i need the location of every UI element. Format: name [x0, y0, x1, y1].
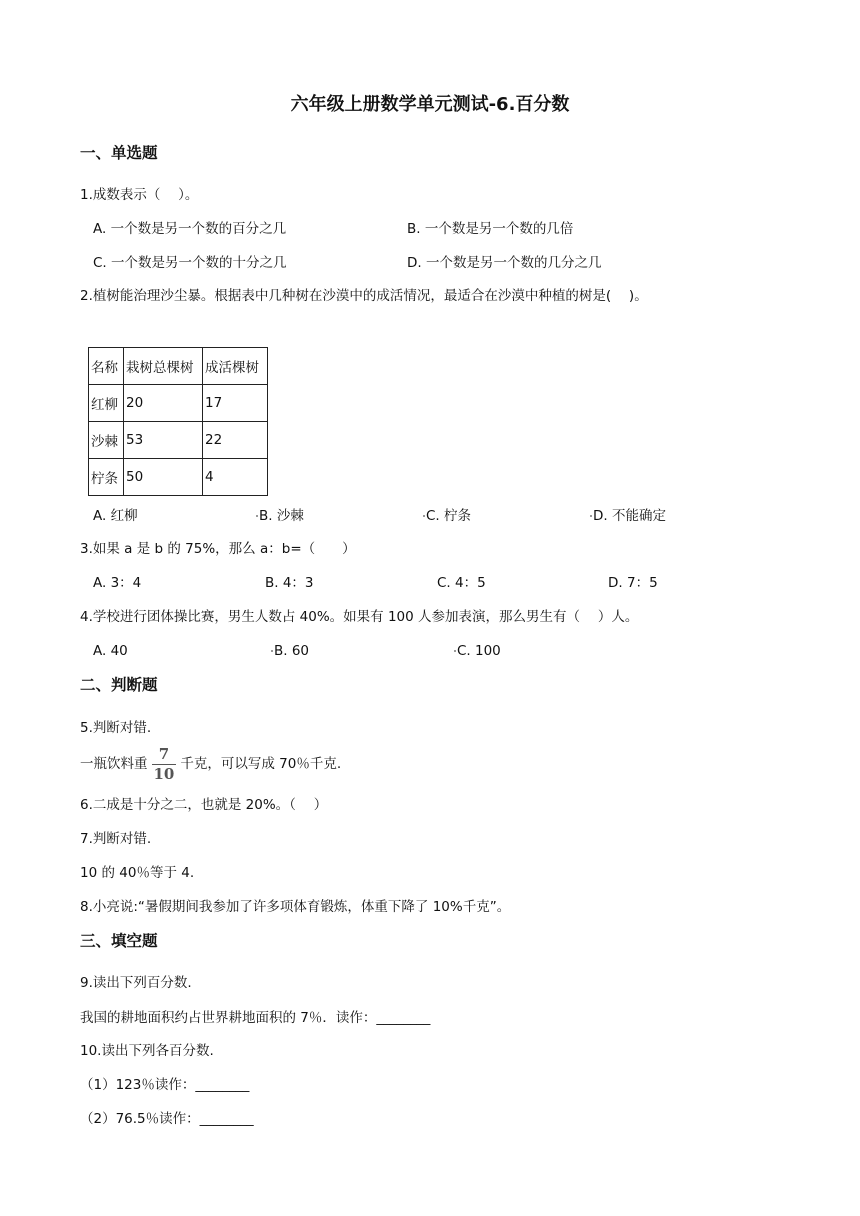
table-header-cell: 成活棵树 — [203, 348, 268, 385]
question-10-stem: 10.读出下列各百分数. — [80, 1043, 214, 1059]
question-9-stem: 9.读出下列百分数. — [80, 975, 192, 991]
question-10-item-1: （1）123％读作：________ — [80, 1077, 250, 1093]
question-9-statement: 我国的耕地面积约占世界耕地面积的 7％．读作：________ — [80, 1010, 431, 1026]
question-1-option-b[interactable]: B. 一个数是另一个数的几倍 — [407, 221, 574, 237]
option-marker-icon — [423, 515, 425, 517]
question-5-statement — [80, 747, 341, 782]
question-1-stem: 1.成数表示（ ）。 — [80, 187, 199, 203]
question-4-option-c[interactable] — [454, 643, 501, 659]
table-cell: 17 — [203, 385, 268, 422]
table-cell: 柠条 — [89, 459, 124, 496]
question-1-option-d[interactable]: D. 一个数是另一个数的几分之几 — [407, 255, 602, 271]
question-3-stem: 3.如果 a 是 b 的 75%，那么 a：b=（ ） — [80, 541, 356, 557]
table-cell: 53 — [124, 422, 203, 459]
question-5-stem: 5.判断对错. — [80, 720, 152, 736]
fraction-denominator: 10 — [153, 765, 175, 783]
question-10-item-2: （2）76.5％读作：________ — [80, 1111, 254, 1127]
section-heading-single-choice: 一、单选题 — [80, 144, 158, 162]
question-1-option-c[interactable]: C. 一个数是另一个数的十分之几 — [93, 255, 287, 271]
question-2-option-d-label: D. 不能确定 — [593, 508, 666, 524]
question-2-option-c[interactable] — [423, 508, 471, 524]
question-2-option-a[interactable]: A. 红柳 — [93, 508, 138, 524]
table-cell: 红柳 — [89, 385, 124, 422]
fraction-numerator: 7 — [158, 745, 170, 763]
table-header-cell: 名称 — [89, 348, 124, 385]
question-4-stem: 4.学校进行团体操比赛，男生人数占 40%。如果有 100 人参加表演，那么男生有（ ）人。 — [80, 609, 639, 625]
question-3-option-d[interactable]: D. 7：5 — [608, 575, 658, 591]
question-6-stem: 6.二成是十分之二，也就是 20%。（ ） — [80, 797, 328, 813]
question-2-option-b[interactable] — [256, 508, 304, 524]
table-row — [89, 385, 268, 422]
table-header-row — [89, 348, 268, 385]
option-marker-icon — [256, 515, 258, 517]
section-heading-true-false: 二、判断题 — [80, 676, 158, 694]
question-3-option-b[interactable]: B. 4：3 — [265, 575, 314, 591]
table-cell: 50 — [124, 459, 203, 496]
question-2-stem: 2.植树能治理沙尘暴。根据表中几种树在沙漠中的成活情况，最适合在沙漠中种植的树是( )。 — [80, 288, 648, 304]
question-4-option-b-label: B. 60 — [274, 643, 310, 659]
question-2-option-c-label: C. 柠条 — [426, 508, 472, 524]
question-2-option-d[interactable] — [590, 508, 666, 524]
question-4-option-c-label: C. 100 — [457, 643, 501, 659]
table-header-cell: 栽树总棵树 — [124, 348, 203, 385]
question-8-stem: 8.小亮说:“暑假期间我参加了许多项体育锻炼，体重下降了 10%千克”。 — [80, 899, 511, 915]
question-7-stem: 7.判断对错. — [80, 831, 152, 847]
table-cell: 20 — [124, 385, 203, 422]
section-heading-fill-blank: 三、填空题 — [80, 932, 158, 950]
question-5-text-before: 一瓶饮料重 — [80, 756, 148, 773]
question-3-option-c[interactable]: C. 4：5 — [437, 575, 486, 591]
table-row — [89, 459, 268, 496]
option-marker-icon — [454, 650, 456, 652]
table-cell: 22 — [203, 422, 268, 459]
question-2-option-b-label: B. 沙棘 — [259, 508, 304, 524]
question-1-option-a[interactable]: A. 一个数是另一个数的百分之几 — [93, 221, 287, 237]
option-marker-icon — [271, 650, 273, 652]
table-cell: 4 — [203, 459, 268, 496]
question-4-option-a[interactable]: A. 40 — [93, 643, 128, 659]
question-7-statement: 10 的 40％等于 4. — [80, 865, 195, 881]
question-4-option-b[interactable] — [271, 643, 309, 659]
table-cell: 沙棘 — [89, 422, 124, 459]
question-3-option-a[interactable]: A. 3：4 — [93, 575, 142, 591]
option-marker-icon — [590, 515, 592, 517]
table-row — [89, 422, 268, 459]
page-title: 六年级上册数学单元测试-6.百分数 — [290, 94, 570, 115]
question-5-text-after: 千克，可以写成 70％千克. — [180, 756, 342, 773]
tree-survival-table — [88, 347, 268, 496]
fraction-seven-tenths — [152, 747, 177, 782]
